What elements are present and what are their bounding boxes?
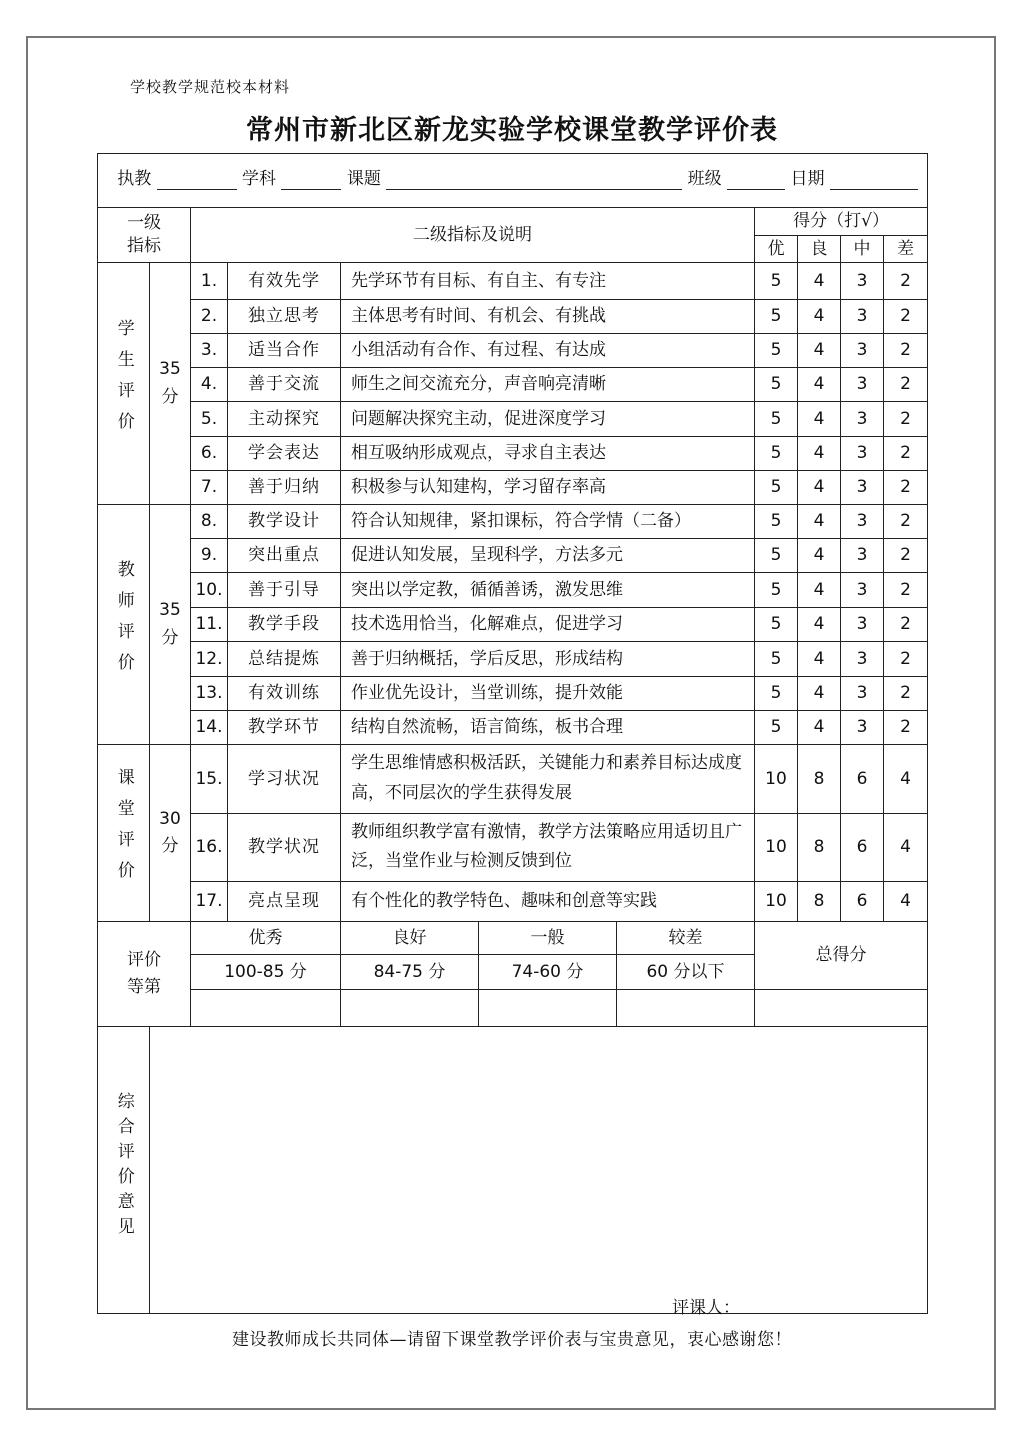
table-row xyxy=(98,334,928,368)
score-option[interactable]: 10 xyxy=(755,813,798,882)
table-row xyxy=(98,745,928,814)
reviewer-label: 评课人： xyxy=(672,1298,740,1318)
item-description: 教师组织教学富有激情，教学方法策略应用适切且广泛，当堂作业与检测反馈到位 xyxy=(341,813,755,882)
score-option[interactable]: 5 xyxy=(755,334,798,368)
score-option[interactable]: 5 xyxy=(755,437,798,471)
score-option[interactable]: 4 xyxy=(798,711,841,745)
rating-range: 100-85 分 xyxy=(191,955,341,990)
table-row xyxy=(98,608,928,642)
info-row xyxy=(98,154,928,208)
item-number: 11. xyxy=(191,608,228,642)
rating-check-cell[interactable] xyxy=(191,990,341,1027)
score-option[interactable]: 3 xyxy=(841,642,884,677)
table-row xyxy=(98,368,928,402)
score-option[interactable]: 5 xyxy=(755,677,798,711)
score-option[interactable]: 3 xyxy=(841,711,884,745)
table-row xyxy=(98,677,928,711)
subject-label: 学科 xyxy=(242,169,277,190)
score-option[interactable]: 4 xyxy=(884,745,928,814)
score-option[interactable]: 5 xyxy=(755,539,798,573)
item-title: 有效先学 xyxy=(228,263,341,300)
rating-level: 一般 xyxy=(479,922,617,955)
grade-header-excellent: 优 xyxy=(755,236,798,263)
teacher-label: 执教 xyxy=(117,169,152,190)
item-number: 17. xyxy=(191,882,228,922)
item-title: 教学设计 xyxy=(228,505,341,539)
table-row xyxy=(98,505,928,539)
score-option[interactable]: 2 xyxy=(884,300,928,334)
score-header: 得分（打√） xyxy=(755,208,928,236)
total-score-field[interactable] xyxy=(755,990,928,1027)
score-option[interactable]: 10 xyxy=(755,745,798,814)
item-description: 相互吸纳形成观点，寻求自主表达 xyxy=(341,437,755,471)
item-title: 善于引导 xyxy=(228,573,341,608)
score-option[interactable]: 3 xyxy=(841,437,884,471)
comment-label-text: 综合评价意见 xyxy=(113,1092,134,1243)
score-option[interactable]: 5 xyxy=(755,505,798,539)
score-option[interactable]: 4 xyxy=(884,882,928,922)
rating-range: 74-60 分 xyxy=(479,955,617,990)
subject-field[interactable] xyxy=(281,171,341,190)
rating-range: 60 分以下 xyxy=(617,955,755,990)
group-points: 30 分 xyxy=(150,745,191,922)
score-option[interactable]: 5 xyxy=(755,402,798,437)
item-title: 善于交流 xyxy=(228,368,341,402)
score-option[interactable]: 3 xyxy=(841,368,884,402)
group-name-text: 课堂评价 xyxy=(113,768,134,893)
item-description: 突出以学定教，循循善诱，激发思维 xyxy=(341,573,755,608)
score-option[interactable]: 6 xyxy=(841,882,884,922)
group-name-text: 学生评价 xyxy=(113,318,134,443)
group-points: 35 分 xyxy=(150,505,191,745)
item-title: 适当合作 xyxy=(228,334,341,368)
item-description: 师生之间交流充分，声音响亮清晰 xyxy=(341,368,755,402)
score-option[interactable]: 2 xyxy=(884,402,928,437)
score-option[interactable]: 3 xyxy=(841,402,884,437)
item-description: 符合认知规律，紧扣课标，符合学情（二备） xyxy=(341,505,755,539)
score-option[interactable]: 6 xyxy=(841,745,884,814)
item-number: 9. xyxy=(191,539,228,573)
score-option[interactable]: 5 xyxy=(755,608,798,642)
item-title: 教学环节 xyxy=(228,711,341,745)
item-number: 8. xyxy=(191,505,228,539)
item-description: 结构自然流畅，语言简练，板书合理 xyxy=(341,711,755,745)
score-option[interactable]: 10 xyxy=(755,882,798,922)
item-title: 学会表达 xyxy=(228,437,341,471)
header-row-1 xyxy=(98,208,928,236)
score-option[interactable]: 4 xyxy=(798,368,841,402)
date-field[interactable] xyxy=(830,171,918,190)
rating-level-row xyxy=(98,922,928,955)
score-option[interactable]: 3 xyxy=(841,334,884,368)
score-option[interactable]: 4 xyxy=(798,402,841,437)
item-description: 先学环节有目标、有自主、有专注 xyxy=(341,263,755,300)
topic-label: 课题 xyxy=(346,169,381,190)
score-option[interactable]: 5 xyxy=(755,471,798,505)
page-title: 常州市新北区新龙实验学校课堂教学评价表 xyxy=(246,115,778,146)
score-option[interactable]: 4 xyxy=(798,263,841,300)
level2-header: 二级指标及说明 xyxy=(191,208,755,263)
table-row xyxy=(98,642,928,677)
item-number: 16. xyxy=(191,813,228,882)
item-title: 有效训练 xyxy=(228,677,341,711)
score-option[interactable]: 8 xyxy=(798,882,841,922)
footer-text: 建设教师成长共同体—请留下课堂教学评价表与宝贵意见，衷心感谢您！ xyxy=(232,1330,792,1350)
item-number: 4. xyxy=(191,368,228,402)
comment-row xyxy=(98,1027,928,1314)
table-row xyxy=(98,813,928,882)
table-row xyxy=(98,263,928,300)
item-number: 12. xyxy=(191,642,228,677)
item-description: 善于归纳概括，学后反思，形成结构 xyxy=(341,642,755,677)
score-option[interactable]: 4 xyxy=(798,573,841,608)
score-option[interactable]: 4 xyxy=(798,334,841,368)
score-option[interactable]: 5 xyxy=(755,711,798,745)
score-option[interactable]: 4 xyxy=(884,813,928,882)
score-option[interactable]: 4 xyxy=(798,505,841,539)
item-description: 问题解决探究主动，促进深度学习 xyxy=(341,402,755,437)
grade-header-good: 良 xyxy=(798,236,841,263)
item-number: 7. xyxy=(191,471,228,505)
item-number: 3. xyxy=(191,334,228,368)
rating-label: 评价 等第 xyxy=(98,922,191,1027)
item-number: 10. xyxy=(191,573,228,608)
score-option[interactable]: 2 xyxy=(884,368,928,402)
header-note: 学校教学规范校本材料 xyxy=(130,78,291,96)
rating-level: 良好 xyxy=(341,922,479,955)
item-title: 学习状况 xyxy=(228,745,341,814)
score-option[interactable]: 5 xyxy=(755,368,798,402)
score-option[interactable]: 2 xyxy=(884,539,928,573)
item-description: 学生思维情感积极活跃，关键能力和素养目标达成度高，不同层次的学生获得发展 xyxy=(341,745,755,814)
item-description: 主体思考有时间、有机会、有挑战 xyxy=(341,300,755,334)
rating-level: 优秀 xyxy=(191,922,341,955)
group-name xyxy=(98,505,150,745)
score-option[interactable]: 4 xyxy=(798,539,841,573)
group-name xyxy=(98,745,150,922)
item-title: 教学手段 xyxy=(228,608,341,642)
item-number: 14. xyxy=(191,711,228,745)
score-option[interactable]: 5 xyxy=(755,300,798,334)
score-option[interactable]: 6 xyxy=(841,813,884,882)
score-option[interactable]: 2 xyxy=(884,573,928,608)
item-title: 教学状况 xyxy=(228,813,341,882)
score-option[interactable]: 3 xyxy=(841,677,884,711)
score-option[interactable]: 3 xyxy=(841,573,884,608)
group-points: 35 分 xyxy=(150,263,191,505)
total-score-label: 总得分 xyxy=(755,922,928,990)
score-option[interactable]: 2 xyxy=(884,711,928,745)
evaluation-table xyxy=(97,153,928,1314)
item-description: 促进认知发展，呈现科学，方法多元 xyxy=(341,539,755,573)
rating-check-cell[interactable] xyxy=(341,990,479,1027)
score-option[interactable]: 5 xyxy=(755,642,798,677)
score-option[interactable]: 3 xyxy=(841,505,884,539)
rating-check-cell[interactable] xyxy=(617,990,755,1027)
rating-range: 84-75 分 xyxy=(341,955,479,990)
table-row xyxy=(98,539,928,573)
item-number: 5. xyxy=(191,402,228,437)
group-name-text: 教师评价 xyxy=(113,559,134,684)
score-option[interactable]: 4 xyxy=(798,471,841,505)
topic-field[interactable] xyxy=(386,171,682,190)
score-option[interactable]: 4 xyxy=(798,300,841,334)
score-option[interactable]: 5 xyxy=(755,263,798,300)
comment-label xyxy=(98,1027,150,1314)
item-number: 15. xyxy=(191,745,228,814)
score-option[interactable]: 2 xyxy=(884,437,928,471)
rating-check-row xyxy=(98,990,928,1027)
score-option[interactable]: 2 xyxy=(884,334,928,368)
score-option[interactable]: 4 xyxy=(798,608,841,642)
grade-header-fair: 中 xyxy=(841,236,884,263)
score-option[interactable]: 2 xyxy=(884,263,928,300)
score-option[interactable]: 4 xyxy=(798,677,841,711)
score-option[interactable]: 2 xyxy=(884,677,928,711)
table-row xyxy=(98,573,928,608)
item-title: 总结提炼 xyxy=(228,642,341,677)
table-row xyxy=(98,471,928,505)
score-option[interactable]: 3 xyxy=(841,539,884,573)
table-row xyxy=(98,402,928,437)
table-row xyxy=(98,300,928,334)
table-row xyxy=(98,711,928,745)
item-description: 技术选用恰当，化解难点，促进学习 xyxy=(341,608,755,642)
score-option[interactable]: 8 xyxy=(798,813,841,882)
item-description: 积极参与认知建构，学习留存率高 xyxy=(341,471,755,505)
score-option[interactable]: 5 xyxy=(755,573,798,608)
score-option[interactable]: 4 xyxy=(798,437,841,471)
item-description: 有个性化的教学特色、趣味和创意等实践 xyxy=(341,882,755,922)
score-option[interactable]: 3 xyxy=(841,608,884,642)
table-row xyxy=(98,882,928,922)
score-option[interactable]: 3 xyxy=(841,263,884,300)
item-number: 2. xyxy=(191,300,228,334)
item-title: 主动探究 xyxy=(228,402,341,437)
item-description: 作业优先设计，当堂训练，提升效能 xyxy=(341,677,755,711)
score-option[interactable]: 3 xyxy=(841,471,884,505)
rating-level: 较差 xyxy=(617,922,755,955)
group-name xyxy=(98,263,150,505)
date-label: 日期 xyxy=(790,169,825,190)
score-option[interactable]: 2 xyxy=(884,471,928,505)
item-title: 独立思考 xyxy=(228,300,341,334)
score-option[interactable]: 2 xyxy=(884,608,928,642)
score-option[interactable]: 2 xyxy=(884,642,928,677)
item-number: 13. xyxy=(191,677,228,711)
score-option[interactable]: 3 xyxy=(841,300,884,334)
item-title: 亮点呈现 xyxy=(228,882,341,922)
item-description: 小组活动有合作、有过程、有达成 xyxy=(341,334,755,368)
item-title: 突出重点 xyxy=(228,539,341,573)
score-option[interactable]: 2 xyxy=(884,505,928,539)
class-field[interactable] xyxy=(727,171,785,190)
table-row xyxy=(98,437,928,471)
score-option[interactable]: 8 xyxy=(798,745,841,814)
grade-header-poor: 差 xyxy=(884,236,928,263)
rating-check-cell[interactable] xyxy=(479,990,617,1027)
class-label: 班级 xyxy=(687,169,722,190)
item-number: 1. xyxy=(191,263,228,300)
level1-header: 一级 指标 xyxy=(98,208,191,263)
score-option[interactable]: 4 xyxy=(798,642,841,677)
comment-area[interactable] xyxy=(150,1027,928,1314)
teacher-field[interactable] xyxy=(157,171,237,190)
item-title: 善于归纳 xyxy=(228,471,341,505)
item-number: 6. xyxy=(191,437,228,471)
